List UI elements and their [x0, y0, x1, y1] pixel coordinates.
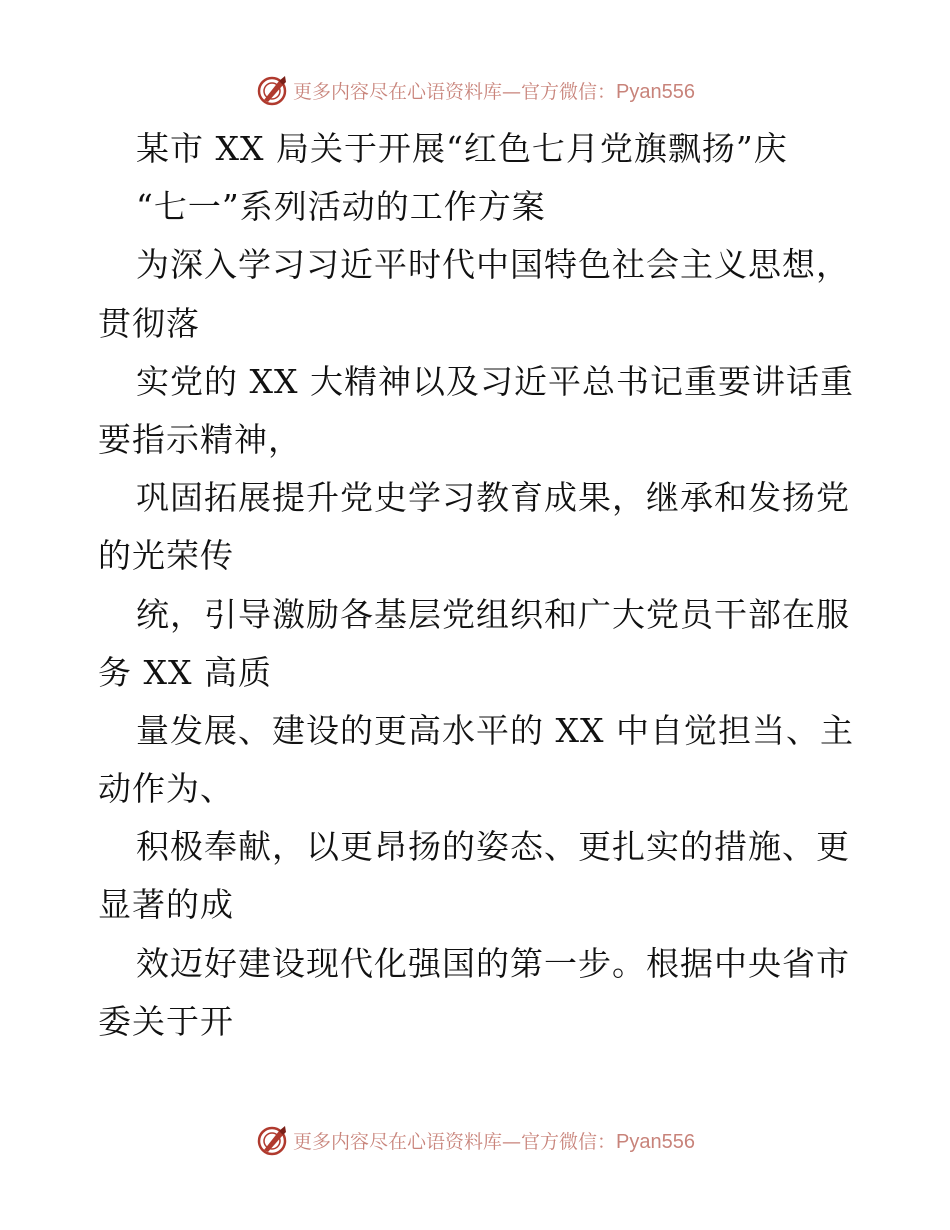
document-title-line-2: “七一”系列活动的工作方案: [136, 187, 546, 227]
document-body: [98, 120, 858, 1051]
paragraph-line: 务 XX 高质: [98, 652, 272, 692]
watermark-account: Pyan556: [616, 1130, 695, 1153]
paragraph-line: 贯彻落: [98, 303, 200, 343]
paragraph-line: 量发展、建设的更高水平的 XX 中自觉担当、主: [136, 710, 854, 750]
footer-watermark: [0, 1120, 950, 1160]
paragraph-line: 巩固拓展提升党史学习教育成果，继承和发扬党: [136, 478, 850, 518]
paragraph-line: 实党的 XX 大精神以及习近平总书记重要讲话重: [136, 361, 854, 401]
paragraph-line: 效迈好建设现代化强国的第一步。根据中央省市: [136, 943, 850, 983]
paragraph-line: 委关于开: [98, 1001, 234, 1041]
paragraph-line: 统，引导激励各基层党组织和广大党员干部在服: [136, 594, 850, 634]
paragraph-line: 动作为、: [98, 769, 234, 809]
paragraph-line: 积极奉献，以更昂扬的姿态、更扎实的措施、更: [136, 827, 850, 867]
watermark-text: [293, 1127, 695, 1154]
paragraph-line: 为深入学习习近平时代中国特色社会主义思想，: [136, 245, 850, 285]
watermark-account: Pyan556: [616, 80, 695, 103]
watermark-text: [293, 77, 695, 104]
watermark-label: 更多内容尽在心语资料库—官方微信：: [293, 80, 617, 103]
pen-nib-circle-icon: [255, 73, 289, 107]
header-watermark: [0, 70, 950, 110]
watermark-label: 更多内容尽在心语资料库—官方微信：: [293, 1130, 617, 1153]
paragraph-line: 显著的成: [98, 885, 234, 925]
document-title-line-1: 某市 XX 局关于开展“红色七月党旗飘扬”庆: [136, 129, 788, 168]
paragraph-line: 要指示精神，: [98, 419, 302, 459]
paragraph-line: 的光荣传: [98, 536, 234, 576]
pen-nib-circle-icon: [255, 1123, 289, 1157]
